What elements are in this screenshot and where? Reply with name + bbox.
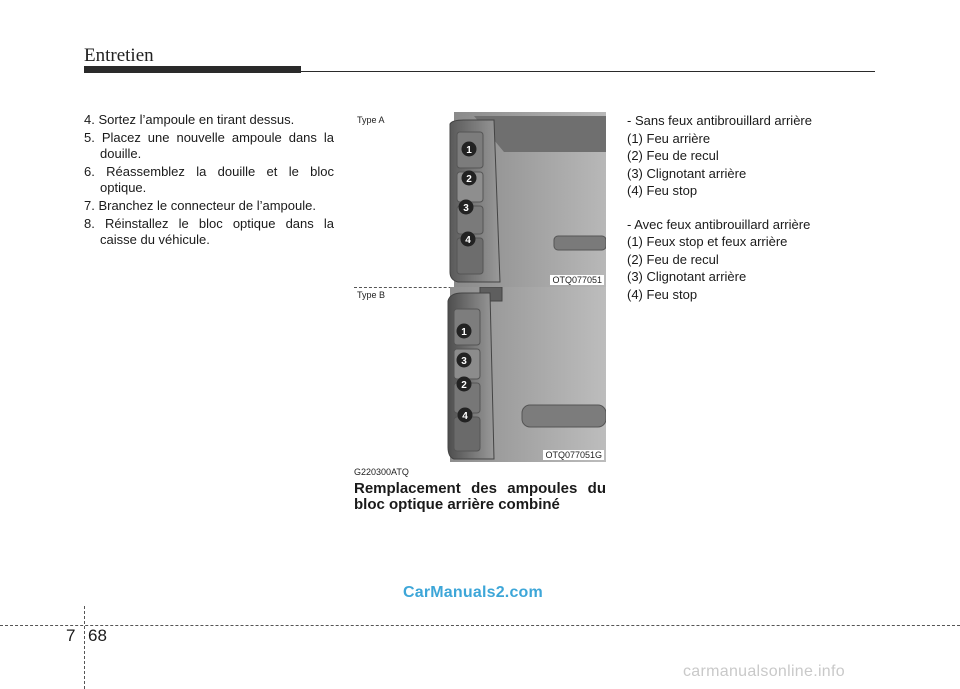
legend-item: (3) Clignotant arrière [627, 269, 747, 284]
footer-divider [84, 606, 85, 689]
callout-2: 2 [466, 174, 472, 185]
legend-item: (4) Feu stop [627, 286, 698, 302]
callout-3: 3 [463, 203, 469, 214]
step-item: 7. Branchez le connecteur de l’ampoule. [84, 198, 316, 213]
legend-item: (4) Feu stop [627, 183, 698, 198]
legend-title: - Avec feux antibrouillard arrière [627, 216, 811, 232]
step-item: 4. Sortez l’ampoule en tirant dessus. [84, 112, 295, 127]
section-code: G220300ATQ [354, 467, 409, 477]
callout-1: 1 [466, 145, 472, 156]
legend-group-without-fog [627, 112, 887, 200]
callout-3: 3 [461, 356, 467, 367]
header-rule [301, 71, 875, 72]
page-title: Entretien [84, 45, 154, 66]
figure-code: OTQ077051 [552, 275, 602, 285]
callout-2: 2 [461, 380, 467, 391]
section-heading: Remplacement des ampoules du bloc optique arrière combiné [354, 480, 606, 513]
step-item: 6. Réassemblez la douille et le bloc optique. [84, 164, 334, 195]
legend-item: (3) Clignotant arrière [627, 165, 747, 181]
watermark-link[interactable]: carmanualsonline.info [683, 663, 845, 680]
tail-lamp-illustration-a [354, 112, 606, 287]
figure-code: OTQ077051G [545, 450, 602, 460]
step-item: 5. Placez une nouvelle ampoule dans la douille. [84, 130, 334, 161]
callout-4: 4 [465, 235, 471, 246]
legend-item: (2) Feu de recul [627, 251, 719, 267]
instruction-steps [84, 112, 334, 250]
legend-item: (1) Feu arrière [627, 130, 711, 146]
figure-type-a [354, 112, 606, 287]
tail-lamp-illustration-b [354, 287, 606, 462]
legend-title: - Sans feux antibrouillard arrière [627, 113, 812, 128]
figure-type-b [354, 287, 606, 462]
legend-group-with-fog [627, 216, 887, 304]
callout-4: 4 [462, 411, 468, 422]
step-item: 8. Réinstallez le bloc optique dans la caisse du véhicule. [84, 216, 334, 247]
bulb-legend [627, 112, 887, 319]
legend-item: (1) Feux stop et feux arrière [627, 234, 788, 249]
legend-item: (2) Feu de recul [627, 148, 719, 163]
figure-type-label: Type B [357, 290, 386, 300]
watermark-link[interactable]: CarManuals2.com [403, 584, 543, 601]
figure-type-label: Type A [357, 115, 385, 125]
page-number: 68 [88, 626, 107, 645]
chapter-number: 7 [66, 626, 76, 645]
footer-rule [0, 625, 960, 626]
header-bar [84, 66, 301, 73]
callout-1: 1 [461, 327, 467, 338]
